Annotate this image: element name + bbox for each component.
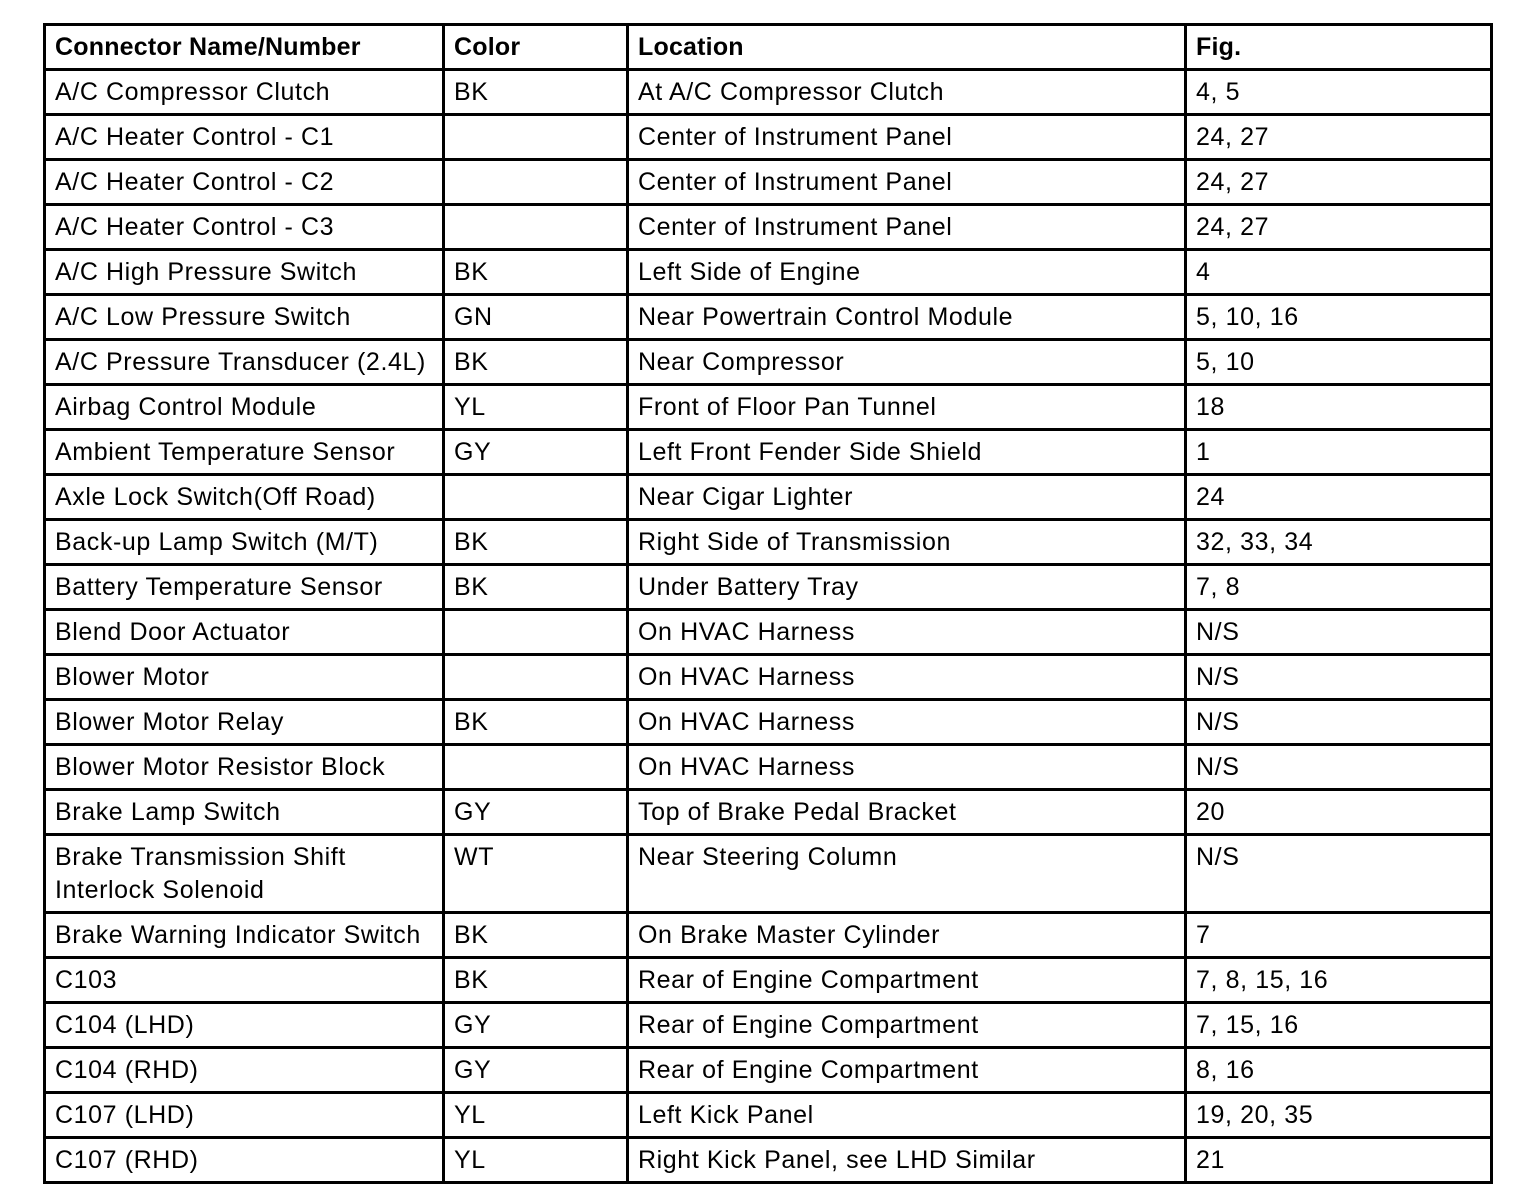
- table-row: [45, 745, 1492, 790]
- table-row: [45, 385, 1492, 430]
- connector-name-cell: Blower Motor Relay: [45, 700, 444, 745]
- header-connector-name: Connector Name/Number: [45, 25, 444, 70]
- color-cell: GY: [444, 430, 628, 475]
- location-cell: Front of Floor Pan Tunnel: [628, 385, 1186, 430]
- fig-cell: 32, 33, 34: [1186, 520, 1492, 565]
- color-cell: GN: [444, 295, 628, 340]
- connector-name-cell: Brake Lamp Switch: [45, 790, 444, 835]
- fig-cell: 18: [1186, 385, 1492, 430]
- connector-name-cell: Ambient Temperature Sensor: [45, 430, 444, 475]
- color-cell: [444, 205, 628, 250]
- connector-name-cell: A/C High Pressure Switch: [45, 250, 444, 295]
- connector-name-cell: Airbag Control Module: [45, 385, 444, 430]
- location-cell: Near Steering Column: [628, 835, 1186, 913]
- color-cell: [444, 655, 628, 700]
- table-row: [45, 1093, 1492, 1138]
- fig-cell: 24, 27: [1186, 205, 1492, 250]
- table-row: [45, 700, 1492, 745]
- fig-cell: 8, 16: [1186, 1048, 1492, 1093]
- fig-cell: 4: [1186, 250, 1492, 295]
- location-cell: On HVAC Harness: [628, 745, 1186, 790]
- table-row: [45, 1048, 1492, 1093]
- table-row: [45, 250, 1492, 295]
- color-cell: [444, 115, 628, 160]
- connector-name-cell: Back-up Lamp Switch (M/T): [45, 520, 444, 565]
- fig-cell: 4, 5: [1186, 70, 1492, 115]
- fig-cell: N/S: [1186, 835, 1492, 913]
- table-row: [45, 655, 1492, 700]
- table-row: [45, 610, 1492, 655]
- table-row: [45, 520, 1492, 565]
- table-row: [45, 1138, 1492, 1183]
- fig-cell: N/S: [1186, 745, 1492, 790]
- location-cell: Rear of Engine Compartment: [628, 1048, 1186, 1093]
- location-cell: Near Compressor: [628, 340, 1186, 385]
- connector-name-cell: Axle Lock Switch(Off Road): [45, 475, 444, 520]
- fig-cell: 5, 10: [1186, 340, 1492, 385]
- table-row: [45, 430, 1492, 475]
- fig-cell: 7: [1186, 913, 1492, 958]
- color-cell: YL: [444, 385, 628, 430]
- connector-name-cell: A/C Compressor Clutch: [45, 70, 444, 115]
- header-color: Color: [444, 25, 628, 70]
- location-cell: Under Battery Tray: [628, 565, 1186, 610]
- location-cell: Center of Instrument Panel: [628, 160, 1186, 205]
- location-cell: Center of Instrument Panel: [628, 115, 1186, 160]
- connector-name-cell: Blower Motor Resistor Block: [45, 745, 444, 790]
- connector-name-cell: A/C Heater Control - C2: [45, 160, 444, 205]
- location-cell: Right Side of Transmission: [628, 520, 1186, 565]
- color-cell: GY: [444, 1003, 628, 1048]
- table-row: [45, 70, 1492, 115]
- connector-name-cell: C104 (LHD): [45, 1003, 444, 1048]
- connector-name-cell: Battery Temperature Sensor: [45, 565, 444, 610]
- connector-name-cell: C104 (RHD): [45, 1048, 444, 1093]
- color-cell: BK: [444, 565, 628, 610]
- fig-cell: 5, 10, 16: [1186, 295, 1492, 340]
- color-cell: YL: [444, 1138, 628, 1183]
- location-cell: Near Powertrain Control Module: [628, 295, 1186, 340]
- table-row: [45, 913, 1492, 958]
- color-cell: BK: [444, 520, 628, 565]
- color-cell: WT: [444, 835, 628, 913]
- connector-name-cell: Blend Door Actuator: [45, 610, 444, 655]
- table-row: [45, 1003, 1492, 1048]
- location-cell: Center of Instrument Panel: [628, 205, 1186, 250]
- location-cell: On Brake Master Cylinder: [628, 913, 1186, 958]
- connector-name-cell: A/C Heater Control - C1: [45, 115, 444, 160]
- table-row: [45, 475, 1492, 520]
- location-cell: On HVAC Harness: [628, 655, 1186, 700]
- header-fig: Fig.: [1186, 25, 1492, 70]
- fig-cell: 1: [1186, 430, 1492, 475]
- location-cell: Rear of Engine Compartment: [628, 958, 1186, 1003]
- table-header: [45, 25, 1492, 70]
- location-cell: Left Kick Panel: [628, 1093, 1186, 1138]
- fig-cell: 20: [1186, 790, 1492, 835]
- location-cell: Left Front Fender Side Shield: [628, 430, 1186, 475]
- fig-cell: 24: [1186, 475, 1492, 520]
- connector-name-cell: C107 (RHD): [45, 1138, 444, 1183]
- fig-cell: N/S: [1186, 610, 1492, 655]
- fig-cell: N/S: [1186, 655, 1492, 700]
- table-row: [45, 340, 1492, 385]
- table-row: [45, 205, 1492, 250]
- location-cell: Right Kick Panel, see LHD Similar: [628, 1138, 1186, 1183]
- table-body: [45, 70, 1492, 1183]
- fig-cell: 24, 27: [1186, 115, 1492, 160]
- color-cell: GY: [444, 790, 628, 835]
- table-row: [45, 115, 1492, 160]
- connector-name-cell: Brake Transmission Shift Interlock Solenoid: [45, 835, 444, 913]
- color-cell: [444, 610, 628, 655]
- location-cell: Rear of Engine Compartment: [628, 1003, 1186, 1048]
- fig-cell: 24, 27: [1186, 160, 1492, 205]
- table-row: [45, 565, 1492, 610]
- location-cell: At A/C Compressor Clutch: [628, 70, 1186, 115]
- connector-name-cell: A/C Pressure Transducer (2.4L): [45, 340, 444, 385]
- color-cell: [444, 475, 628, 520]
- fig-cell: 7, 8: [1186, 565, 1492, 610]
- color-cell: [444, 160, 628, 205]
- location-cell: On HVAC Harness: [628, 610, 1186, 655]
- fig-cell: 7, 15, 16: [1186, 1003, 1492, 1048]
- table-row: [45, 295, 1492, 340]
- color-cell: BK: [444, 700, 628, 745]
- header-row: [45, 25, 1492, 70]
- fig-cell: N/S: [1186, 700, 1492, 745]
- table-row: [45, 835, 1492, 913]
- table-row: [45, 160, 1492, 205]
- color-cell: BK: [444, 958, 628, 1003]
- location-cell: On HVAC Harness: [628, 700, 1186, 745]
- fig-cell: 7, 8, 15, 16: [1186, 958, 1492, 1003]
- color-cell: YL: [444, 1093, 628, 1138]
- color-cell: [444, 745, 628, 790]
- connector-table: [43, 23, 1493, 1184]
- fig-cell: 19, 20, 35: [1186, 1093, 1492, 1138]
- connector-name-cell: A/C Low Pressure Switch: [45, 295, 444, 340]
- color-cell: BK: [444, 340, 628, 385]
- fig-cell: 21: [1186, 1138, 1492, 1183]
- location-cell: Left Side of Engine: [628, 250, 1186, 295]
- connector-name-cell: Brake Warning Indicator Switch: [45, 913, 444, 958]
- connector-name-cell: Blower Motor: [45, 655, 444, 700]
- location-cell: Near Cigar Lighter: [628, 475, 1186, 520]
- connector-name-cell: C103: [45, 958, 444, 1003]
- color-cell: BK: [444, 250, 628, 295]
- connector-name-cell: C107 (LHD): [45, 1093, 444, 1138]
- color-cell: BK: [444, 70, 628, 115]
- location-cell: Top of Brake Pedal Bracket: [628, 790, 1186, 835]
- table-row: [45, 958, 1492, 1003]
- table-row: [45, 790, 1492, 835]
- color-cell: GY: [444, 1048, 628, 1093]
- connector-name-cell: A/C Heater Control - C3: [45, 205, 444, 250]
- color-cell: BK: [444, 913, 628, 958]
- header-location: Location: [628, 25, 1186, 70]
